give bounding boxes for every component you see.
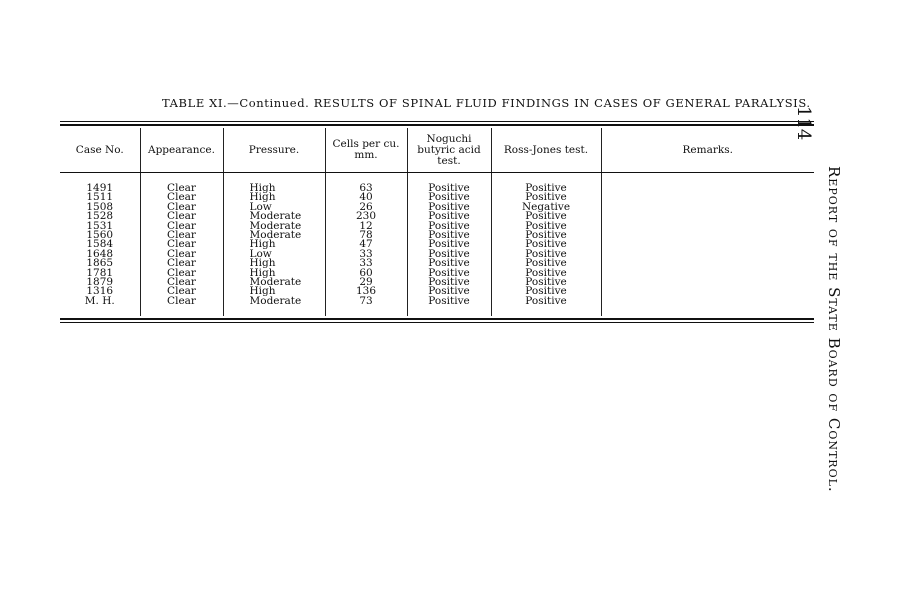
cell-case-no: 1531	[60, 222, 140, 231]
cell-noguchi: Positive	[407, 259, 491, 268]
cell-case-no: 1865	[60, 259, 140, 268]
cell-cells: 12	[325, 222, 407, 231]
cell-cells: 26	[325, 203, 407, 212]
cell-appearance: Clear	[140, 222, 223, 231]
table-header-row	[60, 128, 814, 173]
cell-case-no: 1508	[60, 203, 140, 212]
cell-pressure: Moderate	[223, 297, 325, 316]
cell-remarks	[601, 269, 814, 278]
cell-remarks	[601, 259, 814, 268]
cell-ross-jones: Negative	[491, 203, 601, 212]
cell-appearance: Clear	[140, 212, 223, 221]
cell-appearance: Clear	[140, 240, 223, 249]
cell-case-no: 1781	[60, 269, 140, 278]
cell-appearance: Clear	[140, 297, 223, 316]
cell-cells: 47	[325, 240, 407, 249]
cell-noguchi: Positive	[407, 222, 491, 231]
cell-cells: 78	[325, 231, 407, 240]
cell-case-no: 1491	[60, 184, 140, 193]
cell-pressure: High	[223, 193, 325, 202]
cell-cells: 33	[325, 259, 407, 268]
cell-noguchi: Positive	[407, 240, 491, 249]
header-remarks: Remarks.	[601, 128, 814, 173]
cell-pressure: High	[223, 287, 325, 296]
cell-remarks	[601, 203, 814, 212]
cell-cells: 136	[325, 287, 407, 296]
cell-pressure: Low	[223, 203, 325, 212]
cell-remarks	[601, 287, 814, 296]
cell-noguchi: Positive	[407, 269, 491, 278]
cell-cells: 63	[325, 184, 407, 193]
cell-remarks	[601, 212, 814, 221]
cell-cells: 60	[325, 269, 407, 278]
cell-appearance: Clear	[140, 203, 223, 212]
cell-remarks	[601, 278, 814, 287]
cell-appearance: Clear	[140, 269, 223, 278]
cell-appearance: Clear	[140, 259, 223, 268]
cell-pressure: Low	[223, 250, 325, 259]
cell-remarks	[601, 193, 814, 202]
bottom-rule-thin	[60, 322, 814, 323]
cell-ross-jones: Positive	[491, 212, 601, 221]
cell-ross-jones: Positive	[491, 222, 601, 231]
cell-pressure: Moderate	[223, 231, 325, 240]
cell-ross-jones: Positive	[491, 184, 601, 193]
cell-pressure: Moderate	[223, 278, 325, 287]
bottom-rule-thick	[60, 318, 814, 320]
cell-case-no: M. H.	[60, 297, 140, 316]
spinal-fluid-table	[60, 128, 814, 316]
cell-remarks	[601, 231, 814, 240]
cell-pressure: Moderate	[223, 212, 325, 221]
header-noguchi: Noguchi butyric acid test.	[407, 128, 491, 173]
table-body	[60, 173, 814, 317]
cell-ross-jones: Positive	[491, 193, 601, 202]
cell-noguchi: Positive	[407, 231, 491, 240]
cell-pressure: High	[223, 184, 325, 193]
cell-cells: 33	[325, 250, 407, 259]
cell-remarks	[601, 240, 814, 249]
cell-appearance: Clear	[140, 250, 223, 259]
cell-remarks	[601, 250, 814, 259]
cell-pressure: High	[223, 240, 325, 249]
cell-noguchi: Positive	[407, 250, 491, 259]
cell-ross-jones: Positive	[491, 287, 601, 296]
cell-appearance: Clear	[140, 287, 223, 296]
cell-cells: 230	[325, 212, 407, 221]
cell-ross-jones: Positive	[491, 269, 601, 278]
cell-noguchi: Positive	[407, 278, 491, 287]
cell-ross-jones: Positive	[491, 278, 601, 287]
cell-case-no: 1879	[60, 278, 140, 287]
cell-noguchi: Positive	[407, 297, 491, 316]
cell-ross-jones: Positive	[491, 259, 601, 268]
cell-case-no: 1511	[60, 193, 140, 202]
cell-case-no: 1584	[60, 240, 140, 249]
cell-ross-jones: Positive	[491, 240, 601, 249]
top-rule-thick	[60, 124, 814, 126]
header-case-no: Case No.	[60, 128, 140, 173]
cell-noguchi: Positive	[407, 193, 491, 202]
cell-remarks	[601, 184, 814, 193]
cell-noguchi: Positive	[407, 287, 491, 296]
cell-case-no: 1528	[60, 212, 140, 221]
cell-ross-jones: Positive	[491, 297, 601, 316]
cell-noguchi: Positive	[407, 212, 491, 221]
cell-noguchi: Positive	[407, 184, 491, 193]
cell-appearance: Clear	[140, 231, 223, 240]
header-cells: Cells per cu. mm.	[325, 128, 407, 173]
cell-cells: 40	[325, 193, 407, 202]
cell-appearance: Clear	[140, 184, 223, 193]
cell-remarks	[601, 222, 814, 231]
header-appearance: Appearance.	[140, 128, 223, 173]
cell-cells: 29	[325, 278, 407, 287]
cell-appearance: Clear	[140, 278, 223, 287]
table-title: TABLE XI.—Continued. RESULTS OF SPINAL FLUID FINDINGS IN CASES OF GENERAL PARALYSIS.	[162, 96, 811, 110]
header-pressure: Pressure.	[223, 128, 325, 173]
cell-case-no: 1560	[60, 231, 140, 240]
table-row	[60, 297, 814, 316]
cell-pressure: High	[223, 269, 325, 278]
cell-case-no: 1316	[60, 287, 140, 296]
page-number: 114	[793, 106, 814, 141]
cell-pressure: High	[223, 259, 325, 268]
cell-ross-jones: Positive	[491, 231, 601, 240]
cell-pressure: Moderate	[223, 222, 325, 231]
cell-cells: 73	[325, 297, 407, 316]
running-head: Report of the State Board of Control.	[825, 166, 843, 493]
cell-ross-jones: Positive	[491, 250, 601, 259]
cell-noguchi: Positive	[407, 203, 491, 212]
top-rule-thin	[60, 121, 814, 122]
header-ross-jones: Ross-Jones test.	[491, 128, 601, 173]
cell-remarks	[601, 297, 814, 316]
cell-case-no: 1648	[60, 250, 140, 259]
cell-appearance: Clear	[140, 193, 223, 202]
